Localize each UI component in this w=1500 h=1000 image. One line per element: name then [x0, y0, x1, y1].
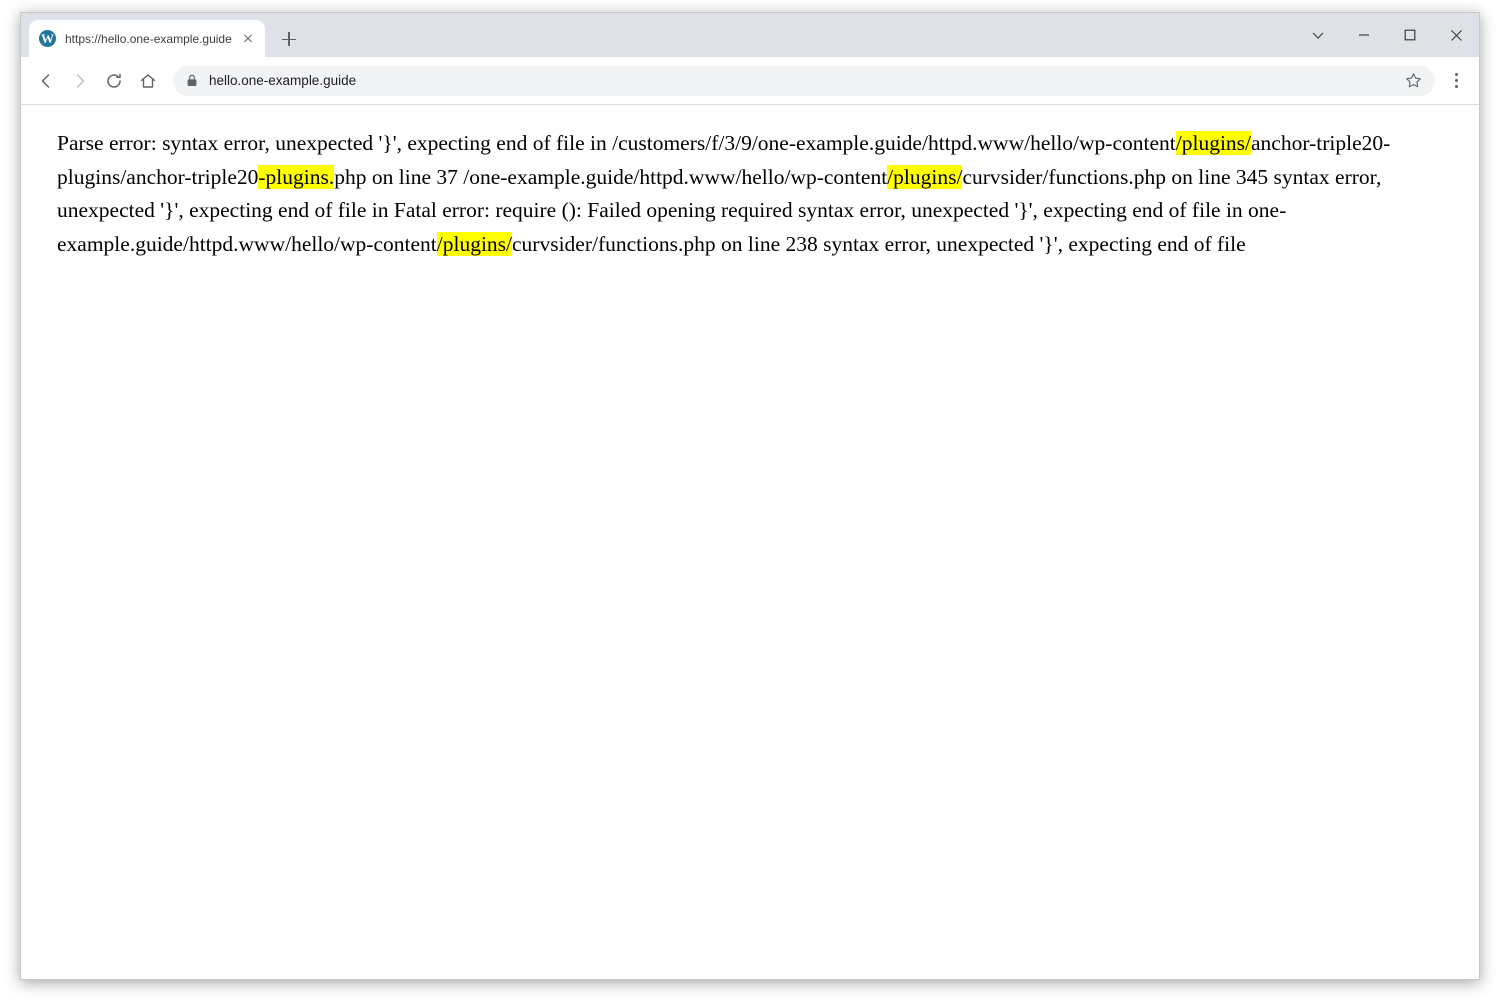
- lock-icon: [185, 74, 199, 88]
- close-tab-icon[interactable]: [239, 30, 257, 48]
- browser-window: [20, 12, 1480, 980]
- error-text-segment: anchor-triple20-plugins/anchor-triple20: [57, 131, 1391, 189]
- browser-toolbar: [21, 57, 1479, 105]
- forward-icon[interactable]: [65, 66, 95, 96]
- browser-menu-icon[interactable]: [1443, 66, 1469, 96]
- url-text[interactable]: hello.one-example.guide: [209, 73, 357, 88]
- reload-icon[interactable]: [99, 66, 129, 96]
- maximize-icon[interactable]: [1387, 13, 1433, 57]
- highlighted-term: -plugins.: [258, 164, 335, 189]
- error-text-segment: php on line 37 /one-example.guide/httpd.www/hello/wp-content: [334, 164, 888, 189]
- php-parse-error-text: [57, 127, 1443, 261]
- highlighted-term: /plugins/: [436, 231, 513, 256]
- tab-strip: [21, 13, 1479, 57]
- minimize-icon[interactable]: [1341, 13, 1387, 57]
- error-text-segment: Parse error: syntax error, unexpected '}', expecting end of file in /customers/f/3/9/one-example.guide/httpd.www/hello/wp-content: [57, 131, 1176, 155]
- new-tab-button[interactable]: [275, 25, 303, 53]
- page-content: [21, 105, 1479, 979]
- highlighted-term: /plugins/: [1175, 131, 1252, 155]
- wordpress-icon: W: [41, 31, 54, 46]
- back-icon[interactable]: [31, 66, 61, 96]
- highlighted-term: /plugins/: [887, 164, 963, 189]
- error-text-segment: curvsider/functions.php on line 345 syntax error, unexpected '}', expecting end of file in Fatal error: require (): Failed opening required syntax error, unexpected '}', expecting end of file in one-example.guide/httpd.www/hello/wp-content: [57, 164, 1382, 256]
- error-text-segment: curvsider/functions.php on line 238 syntax error, unexpected '}', expecting end of file: [512, 231, 1246, 256]
- home-icon[interactable]: [133, 66, 163, 96]
- bookmark-star-icon[interactable]: [1403, 71, 1423, 91]
- tab-title: https://hello.one-example.guide: [65, 31, 232, 46]
- address-bar[interactable]: [173, 66, 1435, 96]
- browser-tab[interactable]: [29, 20, 265, 57]
- close-window-icon[interactable]: [1433, 13, 1479, 57]
- window-controls: [1295, 13, 1479, 57]
- chevron-down-icon[interactable]: [1295, 13, 1341, 57]
